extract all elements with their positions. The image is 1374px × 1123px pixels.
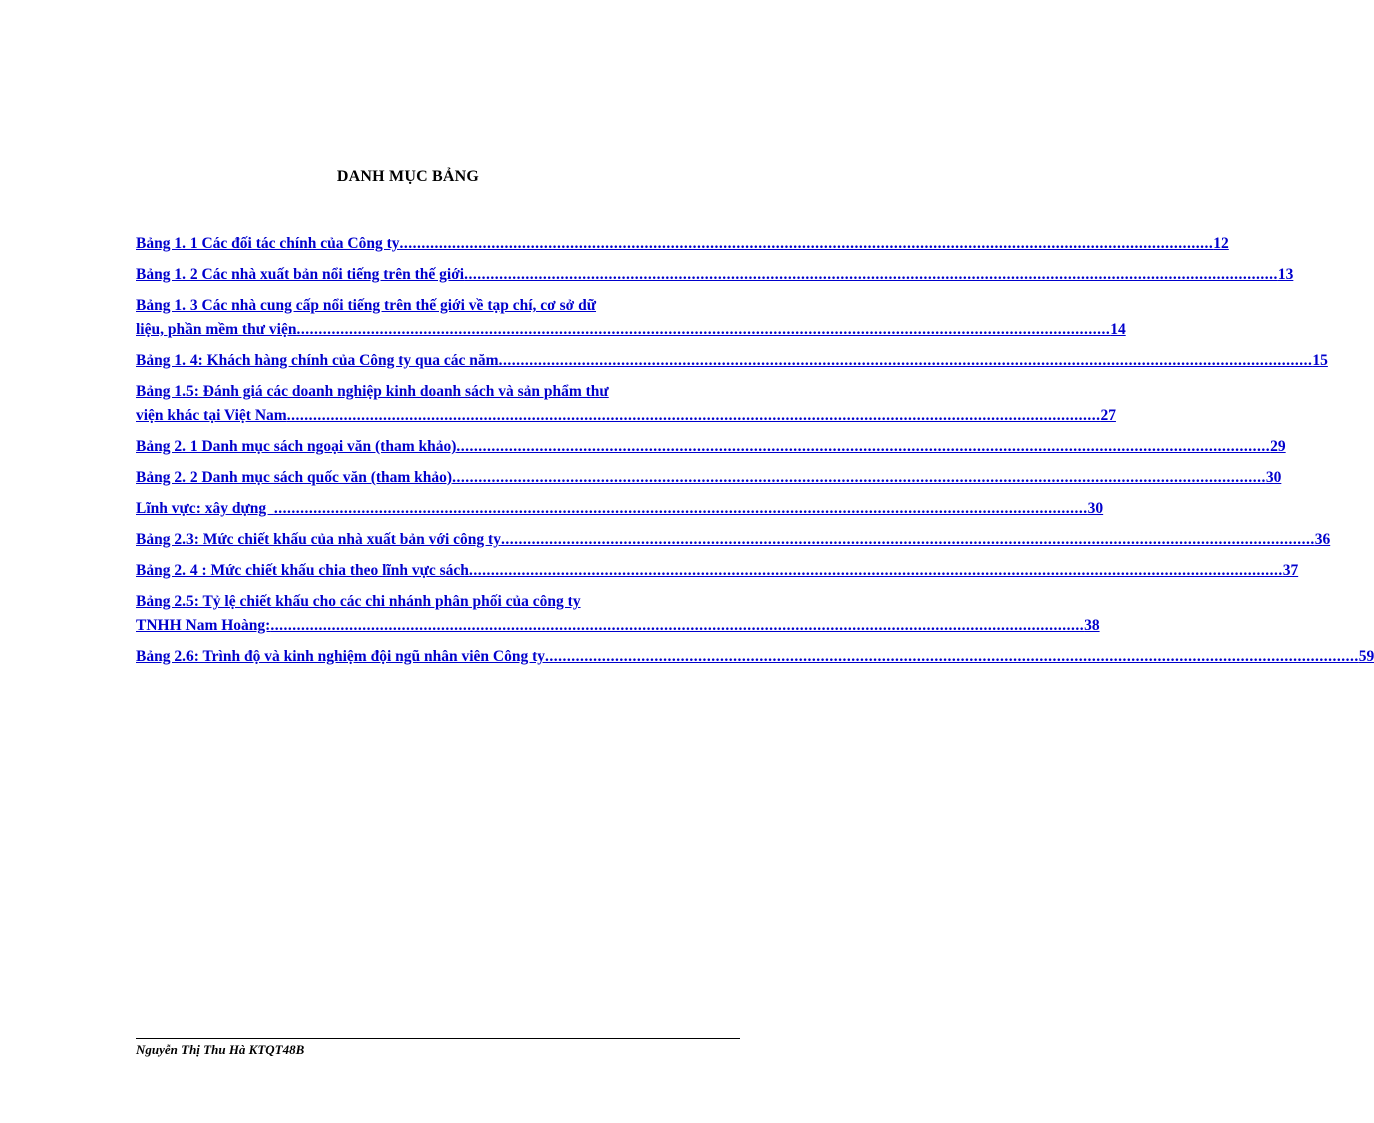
toc-leader-dots: ..........................................................................................................................................................................................	[273, 500, 1088, 517]
toc-entry-text: Bảng 2.3: Mức chiết khấu của nhà xuất bản với công ty	[136, 531, 501, 548]
toc-leader-dots: ..........................................................................................................................................................................................	[286, 407, 1101, 424]
toc-entry[interactable]	[136, 590, 1100, 638]
toc-leader-dots: ..........................................................................................................................................................................................	[498, 352, 1313, 369]
toc-page-number: 12	[1213, 235, 1229, 252]
toc-entry-text: viện khác tại Việt Nam	[136, 407, 287, 424]
toc-entry[interactable]	[136, 263, 1294, 287]
toc-leader-dots: ..........................................................................................................................................................................................	[296, 321, 1111, 338]
toc-entry-text-first-line: Bảng 1.5: Đánh giá các doanh nghiệp kinh doanh sách và sản phẩm thư	[136, 383, 609, 400]
toc-leader-dots: ..........................................................................................................................................................................................	[456, 438, 1271, 455]
toc-leader-dots: ..........................................................................................................................................................................................	[464, 266, 1278, 283]
toc-entry-text: Bảng 2. 4 : Mức chiết khấu chia theo lĩnh vực sách	[136, 562, 469, 579]
toc-leader-dots: ..........................................................................................................................................................................................	[468, 562, 1283, 579]
toc-page-number: 29	[1270, 438, 1286, 455]
toc-page-number: 59	[1358, 648, 1374, 665]
toc-entry[interactable]	[136, 349, 1328, 373]
toc-entry-text-first-line: Bảng 2.5: Tỷ lệ chiết khấu cho các chi nhánh phân phối của công ty	[136, 593, 581, 610]
toc-entry[interactable]	[136, 528, 1331, 552]
footer-author: Nguyễn Thị Thu Hà KTQT48B	[136, 1042, 305, 1057]
toc-entry-text: TNHH Nam Hoàng:	[136, 617, 271, 634]
toc-entry-text: Bảng 1. 4: Khách hàng chính của Công ty qua các năm	[136, 352, 499, 369]
table-of-contents	[136, 232, 1374, 676]
toc-page-number: 30	[1265, 469, 1282, 486]
toc-entry[interactable]	[136, 645, 1374, 669]
toc-page-number: 13	[1277, 266, 1294, 283]
toc-page-number: 38	[1084, 617, 1100, 634]
toc-entry[interactable]	[136, 466, 1282, 490]
toc-page-number: 30	[1087, 500, 1104, 517]
toc-leader-dots: ..........................................................................................................................................................................................	[500, 531, 1315, 548]
toc-entry[interactable]	[136, 497, 1104, 521]
toc-entry-text: liệu, phần mềm thư viện	[136, 321, 297, 338]
toc-entry-text-first-line: Bảng 1. 3 Các nhà cung cấp nổi tiếng trên thế giới về tạp chí, cơ sở dữ	[136, 297, 597, 314]
toc-entry-text: Bảng 2. 1 Danh mục sách ngoại văn (tham khảo)	[136, 438, 457, 455]
toc-leader-dots: ..........................................................................................................................................................................................	[270, 617, 1085, 634]
toc-page-number: 14	[1110, 321, 1126, 338]
toc-entry[interactable]	[136, 435, 1286, 459]
toc-entry[interactable]	[136, 559, 1299, 583]
toc-page-number: 37	[1282, 562, 1299, 579]
toc-page-number: 27	[1100, 407, 1116, 424]
toc-entry-text: Lĩnh vực: xây dựng	[136, 500, 274, 517]
toc-entry-text: Bảng 1. 2 Các nhà xuất bản nổi tiếng trên thế giới	[136, 266, 465, 283]
toc-page-number: 15	[1312, 352, 1328, 369]
toc-entry[interactable]	[136, 294, 1126, 342]
footer-divider	[136, 1038, 740, 1039]
toc-page-number: 36	[1314, 531, 1331, 548]
toc-entry-text: Bảng 2.6: Trình độ và kinh nghiệm đội ngũ nhân viên Công ty	[136, 648, 546, 665]
toc-leader-dots: ..........................................................................................................................................................................................	[452, 469, 1266, 486]
toc-entry-text: Bảng 1. 1 Các đối tác chính của Công ty	[136, 235, 400, 252]
toc-entry[interactable]	[136, 380, 1116, 428]
toc-entry[interactable]	[136, 232, 1229, 256]
toc-entry-text: Bảng 2. 2 Danh mục sách quốc văn (tham khảo)	[136, 469, 453, 486]
toc-leader-dots: ..........................................................................................................................................................................................	[545, 648, 1359, 665]
toc-leader-dots: ..........................................................................................................................................................................................	[399, 235, 1214, 252]
page-title: DANH MỤC BẢNG	[336, 168, 480, 185]
